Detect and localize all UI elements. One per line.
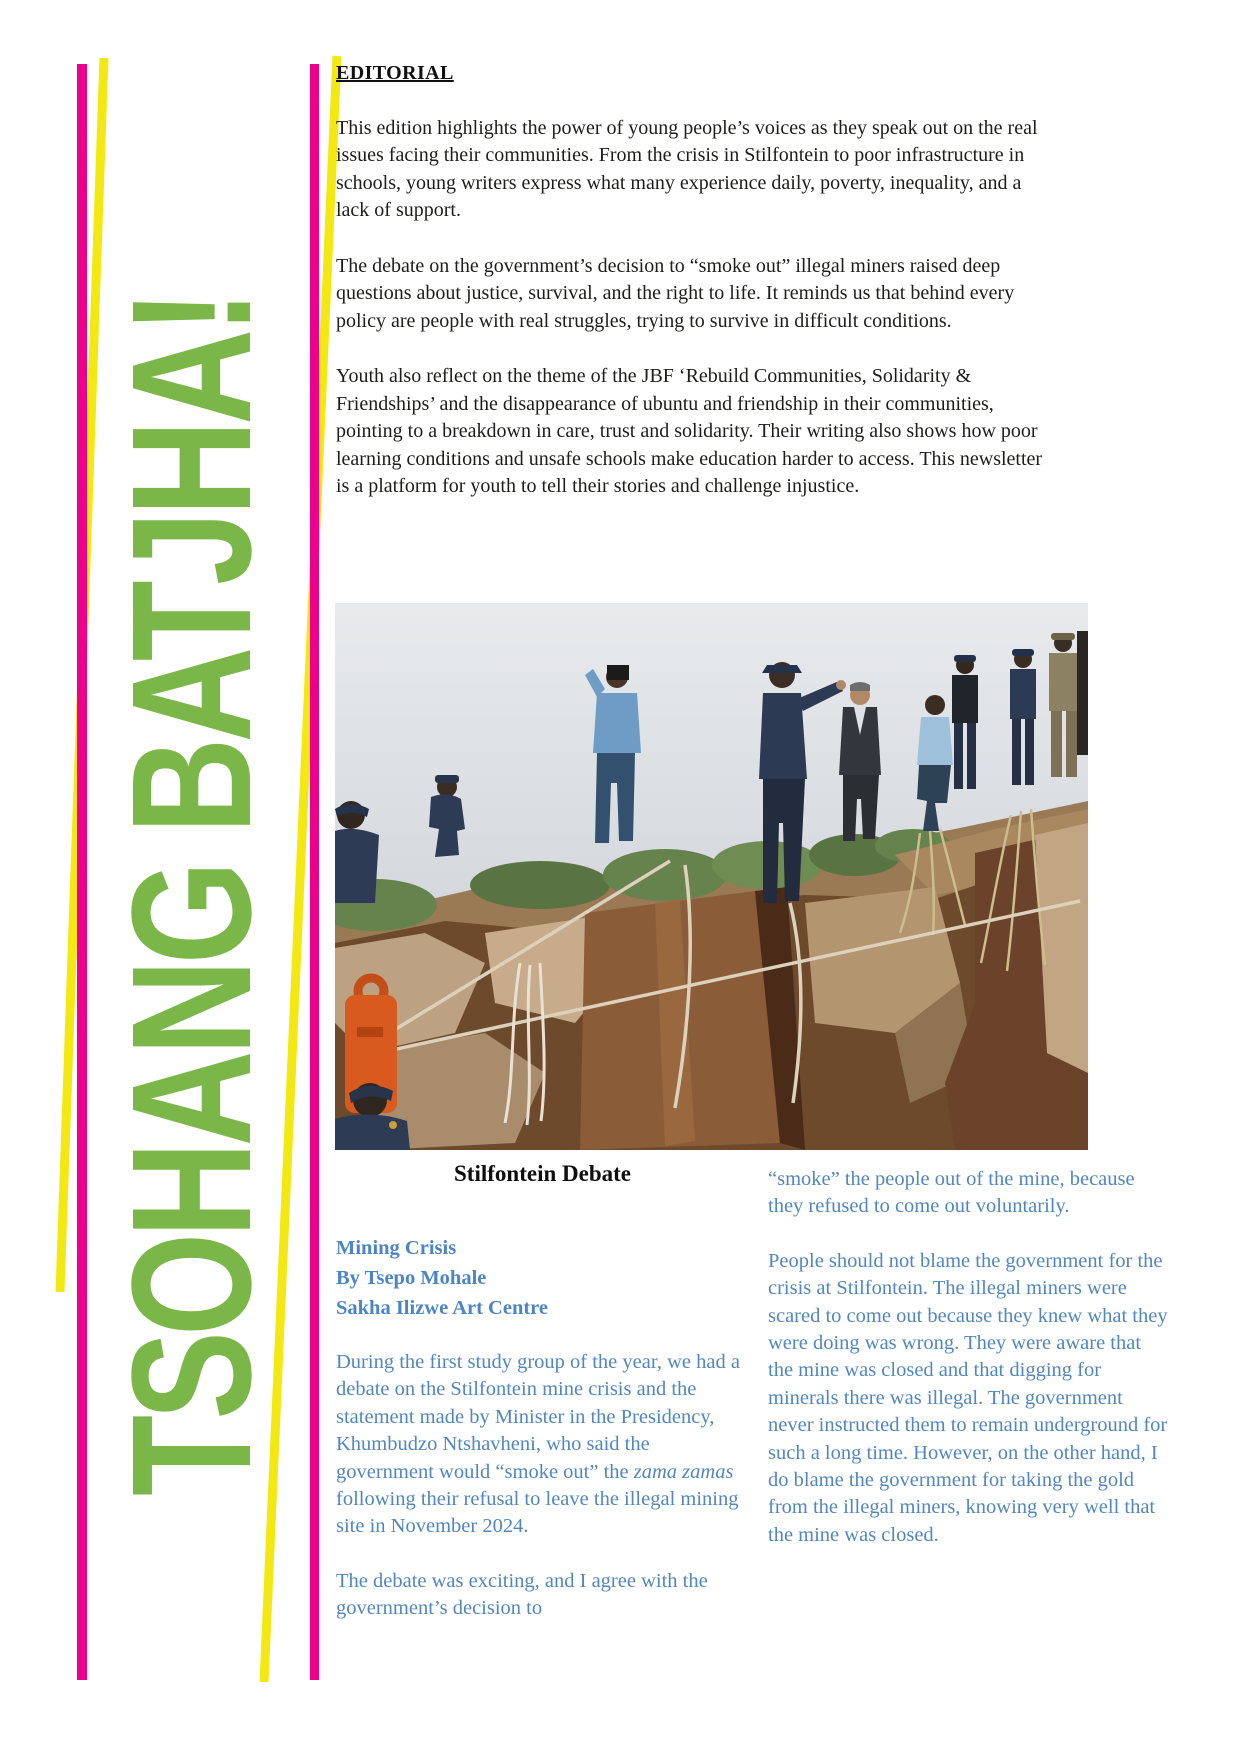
article-left-column — [336, 1349, 744, 1650]
magenta-line-right — [310, 64, 319, 1680]
article-title: Stilfontein Debate — [454, 1161, 631, 1186]
mine-site-photo — [335, 603, 1088, 1150]
magenta-line-left — [77, 64, 87, 1680]
byline-topic: Mining Crisis — [336, 1237, 457, 1259]
editorial-paragraph: Youth also reflect on the theme of the JBF ‘Rebuild Communities, Solidarity & Friendships’ and the disappearance of ubuntu and friendship in their communities, pointing to a breakdown in care, trust and solidarity. Their writing also shows how poor learning conditions and unsafe schools make education harder to access. This newsletter is a platform for youth to tell their stories and challenge injustice. — [336, 365, 1043, 497]
paragraph-italic-text: zama zamas — [633, 1460, 734, 1483]
byline-organisation: Sakha Ilizwe Art Centre — [336, 1297, 549, 1319]
paragraph-text: During the first study group of the year, we had a debate on the Stilfontein mine crisis and the statement made by Minister in the Presidency, Khumbudzo Ntshavheni, who said the government would “smoke out” the — [336, 1351, 740, 1483]
article-right-column — [768, 1166, 1170, 1576]
article-paragraph: “smoke” the people out of the mine, because they refused to come out voluntarily. — [768, 1168, 1135, 1218]
article-paragraph — [336, 1349, 744, 1541]
byline-author: By Tsepo Mohale — [336, 1267, 487, 1289]
article-paragraph: The debate was exciting, and I agree with the government’s decision to — [336, 1569, 708, 1620]
masthead-vertical-title: TSOHANG BATJHA! — [97, 294, 287, 1497]
editorial-section — [336, 60, 1052, 529]
editorial-paragraph: This edition highlights the power of young people’s voices as they speak out on the real issues facing their communities. From the crisis in Stilfontein to poor infrastructure in schools, young writers express what many experience daily, poverty, inequality, and a lack of support. — [336, 116, 1038, 221]
article-byline — [336, 1233, 748, 1323]
editorial-paragraph: The debate on the government’s decision to “smoke out” illegal miners raised deep questions about justice, survival, and the right to life. It reminds us that behind every policy are people with real struggles, trying to survive in difficult conditions. — [336, 254, 1015, 332]
editorial-heading: EDITORIAL — [336, 62, 454, 84]
article-paragraph: People should not blame the government for the crisis at Stilfontein. The illegal miners were scared to come out because they knew what they were doing was wrong. They were aware that the mine was closed and that digging for minerals there was illegal. The government never instructed them to remain underground for such a long time. However, on the other hand, I do blame the government for taking the gold from the illegal miners, knowing very well that the mine was closed. — [768, 1249, 1168, 1546]
paragraph-text: following their refusal to leave the illegal mining site in November 2024. — [336, 1488, 739, 1538]
